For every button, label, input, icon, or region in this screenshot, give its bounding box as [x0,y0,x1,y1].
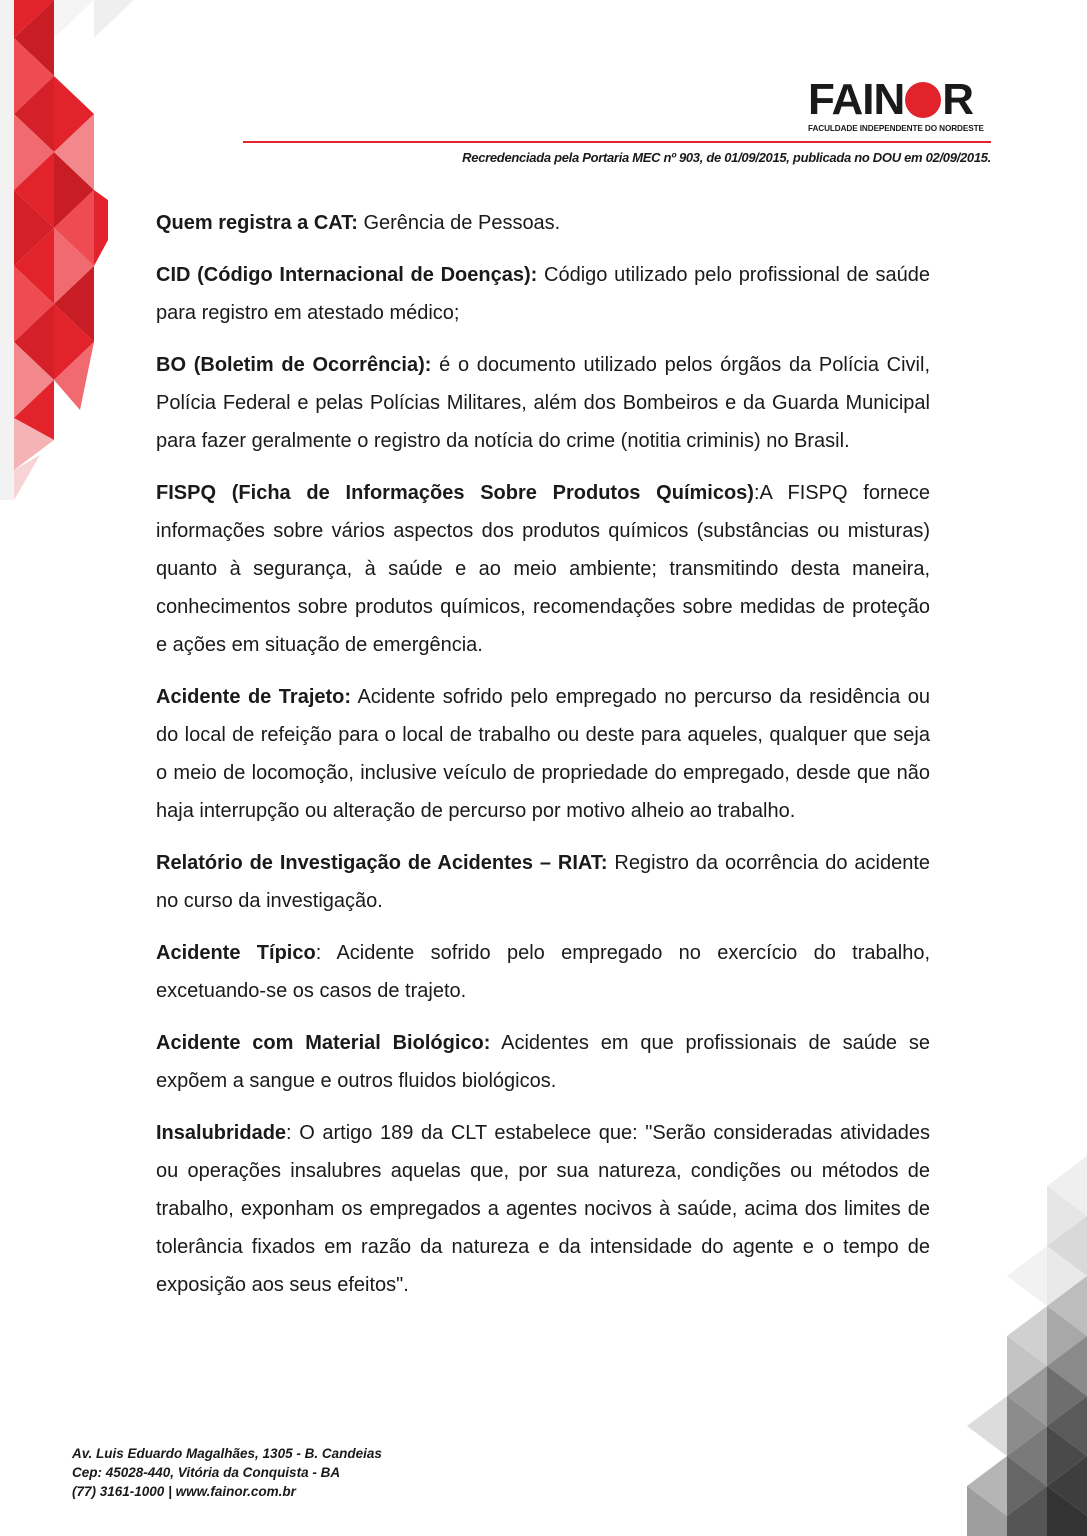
glossary-term: FISPQ (Ficha de Informações Sobre Produtos Químicos) [156,482,754,504]
glossary-entry [156,1024,930,1100]
glossary-definition: é o documento utilizado pelos órgãos da Polícia Civil, Polícia Federal e pelas Polícias Militares, além dos Bombeiros e da Guarda Municipal para fazer geralmente o registro da notícia do crime (notitia criminis) no Brasil. [156,354,930,452]
logo-wordmark: FAIN R [808,75,974,124]
footer-street: Av. Luis Eduardo Magalhães, 1305 - B. Candeias [72,1446,382,1461]
glossary-term: Quem registra a CAT: [156,212,358,234]
glossary-entry [156,934,930,1010]
fainor-logo [808,75,994,133]
glossary-term: BO (Boletim de Ocorrência): [156,354,432,376]
glossary-content [156,204,930,1318]
glossary-definition: Acidentes em que profissionais de saúde se expõem a sangue e outros fluidos biológicos. [156,1032,930,1092]
glossary-term: Acidente com Material Biológico: [156,1032,491,1054]
footer-address [72,1444,382,1501]
glossary-entry [156,346,930,460]
glossary-definition: :A FISPQ fornece informações sobre vários aspectos dos produtos químicos (substâncias ou misturas) quanto à segurança, à saúde e ao meio ambiente; transmitindo desta maneira, conhecimentos sobre produtos químicos, recomendações sobre medidas de proteção e ações em situação de emergência. [156,482,930,656]
glossary-term: Relatório de Investigação de Acidentes – RIAT: [156,852,608,874]
accreditation-note: Recredenciada pela Portaria MEC nº 903, de 01/09/2015, publicada no DOU em 02/09/2015. [462,150,991,165]
glossary-entry [156,844,930,920]
glossary-definition: Registro da ocorrência do acidente no curso da investigação. [156,852,930,912]
left-triangle-decoration [0,0,150,500]
glossary-entry [156,474,930,664]
header-divider [243,141,991,143]
glossary-definition: Acidente sofrido pelo empregado no percurso da residência ou do local de refeição para o local de trabalho ou deste para aqueles, qualquer que seja o meio de locomoção, inclusive veículo de propriedade do empregado, desde que não haja interrupção ou alteração de percurso por motivo alheio ao trabalho. [156,686,930,822]
glossary-term: Acidente de Trajeto: [156,686,352,708]
glossary-definition: : Acidente sofrido pelo empregado no exercício do trabalho, excetuando-se os casos de trajeto. [156,942,930,1002]
right-triangle-decoration [947,1156,1087,1536]
logo-subtitle: FACULDADE INDEPENDENTE DO NORDESTE [808,124,984,133]
glossary-term: Insalubridade [156,1122,287,1144]
footer-cep: Cep: 45028-440, Vitória da Conquista - BA [72,1465,341,1480]
glossary-term: CID (Código Internacional de Doenças): [156,264,538,286]
glossary-entry [156,678,930,830]
footer-contact: (77) 3161-1000 | www.fainor.com.br [72,1484,296,1499]
logo-red-circle [905,82,941,118]
glossary-entry [156,204,930,242]
glossary-entry [156,1114,930,1304]
glossary-definition: Gerência de Pessoas. [357,212,561,234]
glossary-definition: Código utilizado pelo profissional de saúde para registro em atestado médico; [156,264,930,324]
glossary-term: Acidente Típico [156,942,316,964]
glossary-entry [156,256,930,332]
glossary-definition: : O artigo 189 da CLT estabelece que: "Serão consideradas atividades ou operações insalubres aquelas que, por sua natureza, condições ou métodos de trabalho, exponham os empregados a agentes nocivos à saúde, acima dos limites de tolerância fixados em razão da natureza e da intensidade do agente e o tempo de exposição aos seus efeitos". [156,1122,930,1296]
